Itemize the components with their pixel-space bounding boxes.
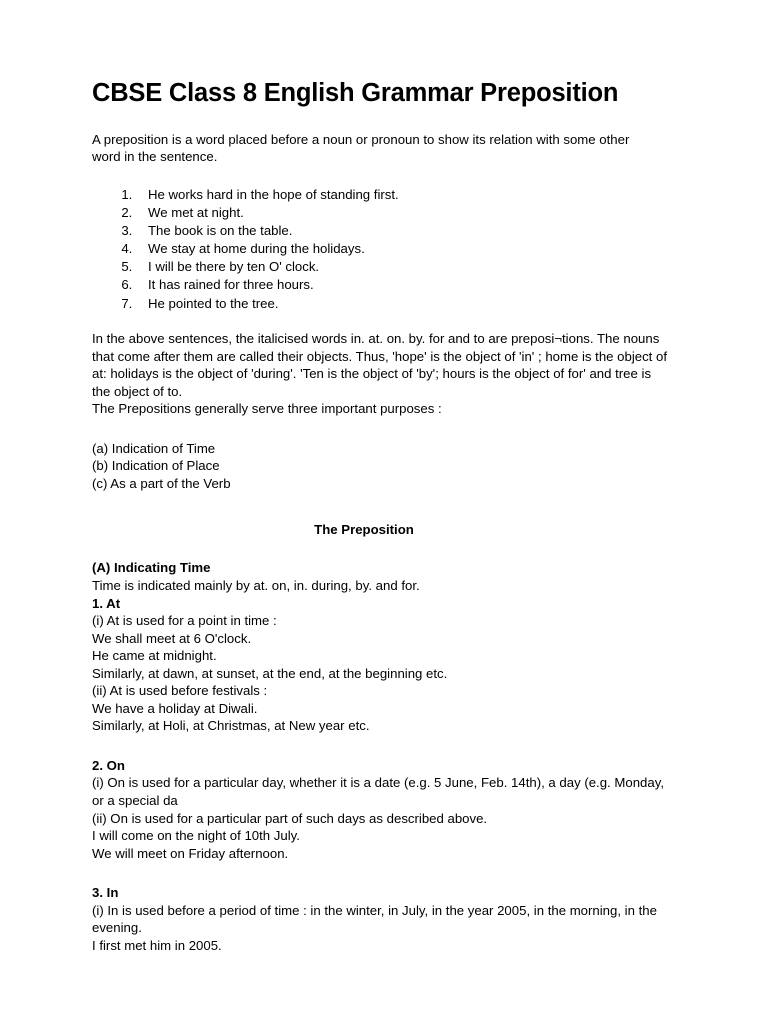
list-item: 6. It has rained for three hours. [136,276,676,294]
item-label-in: 3. In [92,885,119,901]
item-line: Similarly, at dawn, at sunset, at the end, at the beginning etc. [92,665,448,681]
page-title: CBSE Class 8 English Grammar Preposition [92,79,619,107]
purpose-time: (a) Indication of Time [92,440,216,456]
example-sentence-list [92,186,676,312]
item-line: Similarly, at Holi, at Christmas, at New year etc. [92,718,370,734]
item-line: We shall meet at 6 O'clock. [92,630,252,646]
item-line: We have a holiday at Diwali. [92,700,258,716]
list-item: 5. I will be there by ten O' clock. [136,258,676,276]
explanation-paragraph: In the above sentences, the italicised words in. at. on. by. for and to are preposi¬tions. The nouns that come after them are called their objects. Thus, 'hope' is the object of 'in' ; home is the object of at: holidays is the object of 'during'. 'Ten is the object of 'by'; hours is the object of for' and tree is the object of to. [92,331,668,399]
item-line: (ii) On is used for a particular part of such days as described above. [92,810,488,826]
item-line: (i) In is used before a period of time : in the winter, in July, in the year 2005, in the morning, in the evening. [92,902,657,936]
item-line: (i) At is used for a point in time : [92,613,277,629]
section-heading: The Preposition [314,522,414,538]
item-line: (ii) At is used before festivals : [92,683,268,699]
purpose-verb: (c) As a part of the Verb [92,475,231,491]
item-line: He came at midnight. [92,648,217,664]
item-line: (i) On is used for a particular day, whether it is a date (e.g. 5 June, Feb. 14th), a day (e.g. Monday, or a special da [92,775,664,808]
subsection-subtitle: Time is indicated mainly by at. on, in. during, by. and for. [92,577,420,593]
list-item: 7. He pointed to the tree. [136,295,676,313]
purposes-list [92,440,676,493]
item-line: I first met him in 2005. [92,937,222,953]
list-item: 4. We stay at home during the holidays. [136,240,676,258]
item-line: I will come on the night of 10th July. [92,828,300,844]
list-item: 3. The book is on the table. [136,222,676,240]
purposes-lead: The Prepositions generally serve three important purposes : [92,401,442,417]
section-indicating-time [92,559,672,954]
item-label-on: 2. On [92,757,125,773]
item-label-at: 1. At [92,595,121,611]
purpose-place: (b) Indication of Place [92,458,220,474]
item-line: We will meet on Friday afternoon. [92,845,289,861]
intro-paragraph: A preposition is a word placed before a noun or pronoun to show its relation with some other word in the sentence. [92,131,630,165]
list-item: 1. He works hard in the hope of standing first. [136,186,676,204]
list-item: 2. We met at night. [136,204,676,222]
subsection-heading: (A) Indicating Time [92,560,211,576]
